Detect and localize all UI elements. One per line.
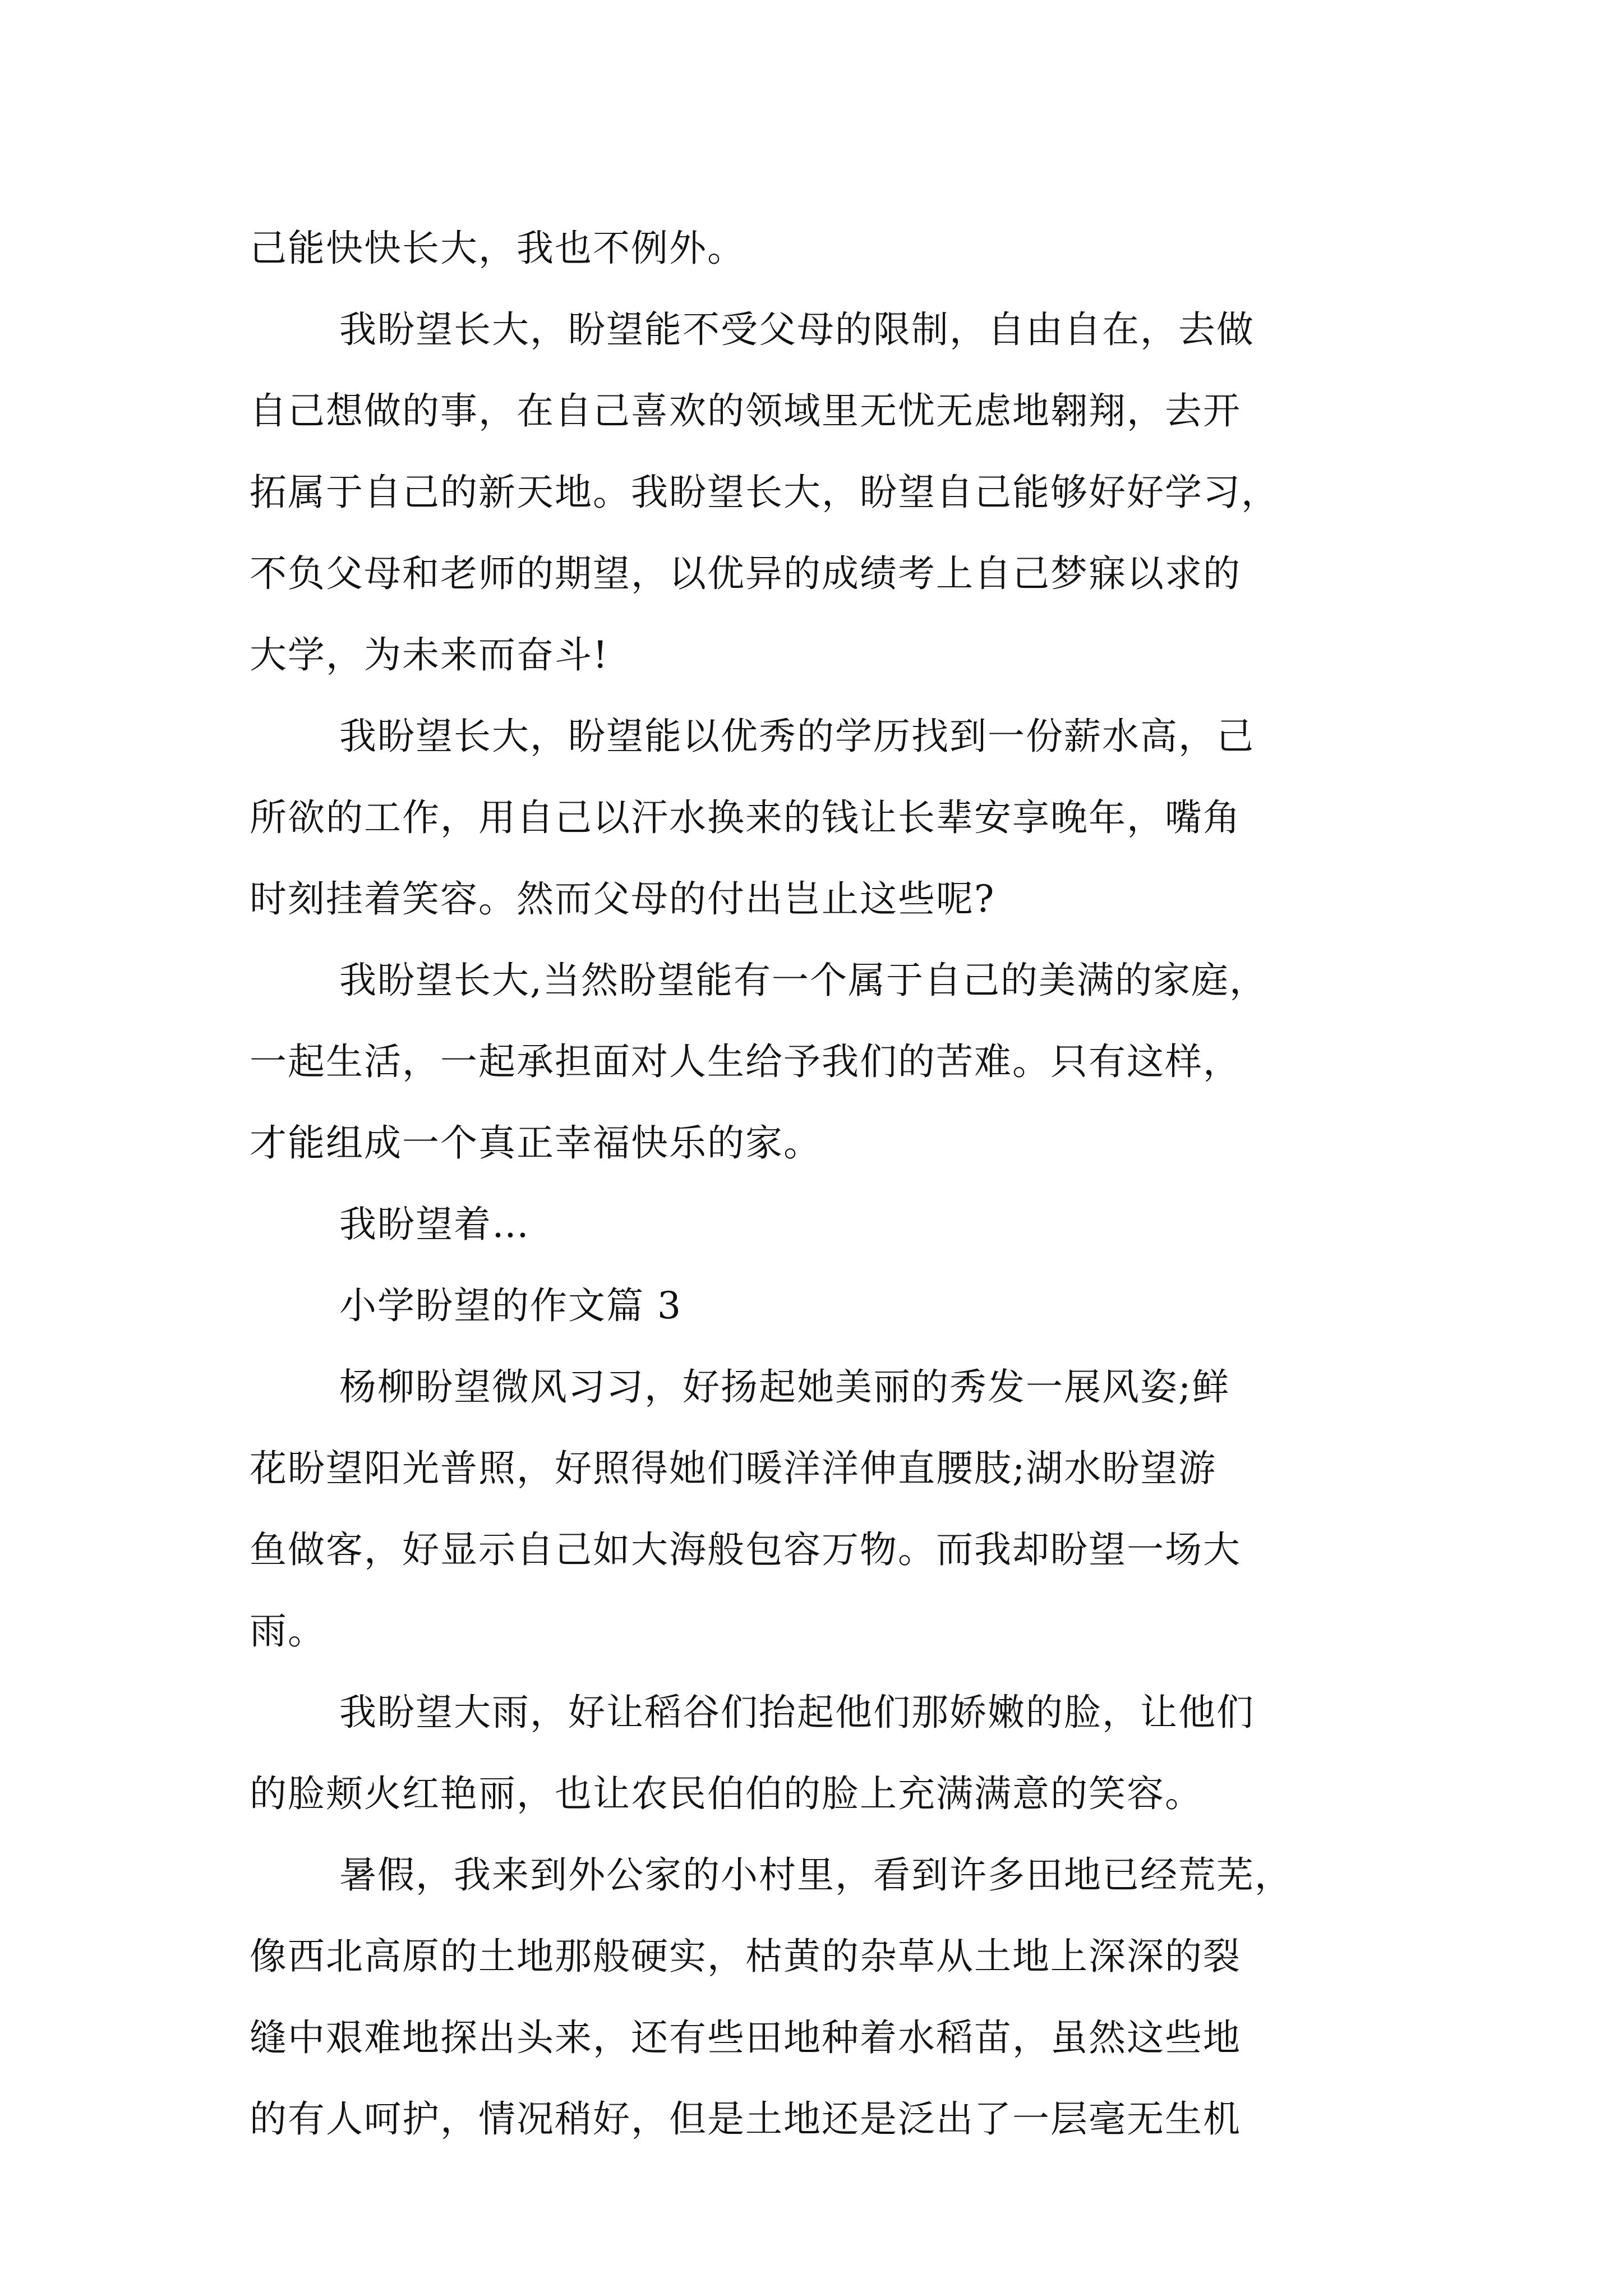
text-line: 一起生活，一起承担面对人生给予我们的苦难。只有这样， [250, 1040, 1241, 1083]
text-line: 我盼望着… [339, 1203, 530, 1246]
text-line: 时刻挂着笑容。然而父母的付出岂止这些呢? [250, 877, 995, 921]
text-line: 雨。 [250, 1609, 326, 1653]
text-line: 杨柳盼望微风习习，好扬起她美丽的秀发一展风姿;鲜 [339, 1365, 1230, 1409]
text-line: 己能快快长大，我也不例外。 [250, 227, 745, 270]
text-line: 鱼做客，好显示自己如大海般包容万物。而我却盼望一场大 [250, 1528, 1241, 1571]
text-line: 不负父母和老师的期望，以优异的成绩考上自己梦寐以求的 [250, 552, 1241, 595]
text-line: 的有人呵护，情况稍好，但是土地还是泛出了一层毫无生机 [250, 2097, 1241, 2141]
text-line: 我盼望长大，盼望能以优秀的学历找到一份薪水高，己 [339, 715, 1255, 758]
section-heading: 小学盼望的作文篇 3 [339, 1284, 682, 1327]
text-line: 的脸颊火红艳丽，也让农民伯伯的脸上充满满意的笑容。 [250, 1772, 1203, 1815]
text-line: 暑假，我来到外公家的小村里，看到许多田地已经荒芜， [339, 1853, 1293, 1897]
text-line: 我盼望长大,当然盼望能有一个属于自己的美满的家庭， [339, 959, 1267, 1002]
text-line: 自己想做的事，在自己喜欢的领域里无忧无虑地翱翔，去开 [250, 389, 1241, 432]
document-body [250, 208, 1416, 2160]
text-line: 缝中艰难地探出头来，还有些田地种着水稻苗，虽然这些地 [250, 2016, 1241, 2059]
text-line: 像西北高原的土地那般硬实，枯黄的杂草从土地上深深的裂 [250, 1935, 1241, 1978]
text-line: 花盼望阳光普照，好照得她们暖洋洋伸直腰肢;湖水盼望游 [250, 1447, 1217, 1490]
text-line: 我盼望大雨，好让稻谷们抬起他们那娇嫩的脸，让他们 [339, 1691, 1255, 1734]
text-line: 所欲的工作，用自己以汗水换来的钱让长辈安享晚年，嘴角 [250, 796, 1241, 839]
text-line: 我盼望长大，盼望能不受父母的限制，自由自在，去做 [339, 308, 1255, 351]
text-line: 才能组成一个真正幸福快乐的家。 [250, 1121, 822, 1165]
text-line: 拓属于自己的新天地。我盼望长大，盼望自己能够好好学习， [250, 471, 1279, 514]
text-line: 大学，为未来而奋斗! [250, 633, 609, 677]
